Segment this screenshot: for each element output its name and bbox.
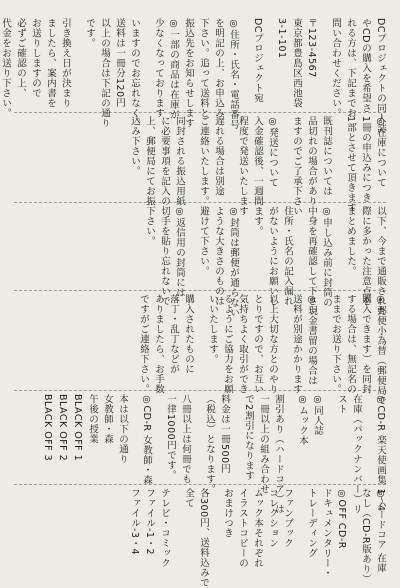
text-column: ファイル-1・2 xyxy=(144,488,155,556)
text-column: トレーディング xyxy=(306,488,317,558)
text-column: （税込）となります。 xyxy=(204,394,215,494)
text-column: 購入されたものに xyxy=(183,294,194,374)
text-column: BLACK OFF 2 xyxy=(57,394,68,462)
text-column: ファイル-3・4 xyxy=(129,488,140,556)
text-column: 1冊の申込みにつき xyxy=(360,116,371,203)
text-column: 下さい。 xyxy=(144,206,155,246)
text-column: 〒123-4567 xyxy=(306,18,317,78)
text-column: 既刊誌については xyxy=(321,116,332,196)
text-column: 女教師・森 xyxy=(102,394,113,444)
text-column: する場合は、無記名の xyxy=(345,294,356,394)
text-column: を明記の上、お申込み xyxy=(213,18,224,118)
text-column: ◎封筒は郵便が通らない xyxy=(228,206,239,318)
text-column: 品切れの場合があり xyxy=(306,116,317,206)
text-column: ます。 xyxy=(252,206,263,236)
text-column: ご連絡いたします。 xyxy=(198,116,209,206)
text-column: DCプロジェクト宛 xyxy=(252,18,263,103)
text-column: 一冊以上の組み合わせ xyxy=(258,394,269,494)
text-column: ◎CD-R 女教師・森 xyxy=(141,394,152,485)
text-column: 気持ちよく取引ができ xyxy=(237,294,248,394)
text-column: 八冊以上は何冊でも xyxy=(180,394,191,484)
text-column: 際に多かった注意点を xyxy=(360,206,371,306)
text-column: 振込先をお知らせします xyxy=(183,18,194,128)
text-column: テレビ・コミック xyxy=(159,488,170,568)
text-column: れる方は、下記までお xyxy=(345,18,356,118)
text-column: ◎ハードコア 在庫 xyxy=(375,488,386,574)
text-column: ◎発送について xyxy=(267,116,278,188)
text-column: まとめました。 xyxy=(345,206,356,276)
text-column: DCプロジェクトの同人誌 xyxy=(375,18,386,133)
text-column: ◎在庫について xyxy=(375,116,386,188)
text-column: コレクション xyxy=(267,488,278,548)
text-column: とりですので、お互い xyxy=(252,294,263,394)
text-column: 在庫（パックナンバー）リ xyxy=(351,394,362,514)
text-column: おまけつき xyxy=(222,488,233,538)
text-column: 割引あり（ハードコア）は xyxy=(273,394,284,514)
text-column: に必要事項を記入の xyxy=(159,116,170,206)
text-column: 全て xyxy=(183,488,194,508)
text-column: るようにご協力をお願 xyxy=(222,294,233,394)
text-tier-3 xyxy=(14,206,386,318)
text-column: 送料は一冊分120円 xyxy=(114,18,125,108)
text-column: 避けて下さい。 xyxy=(198,206,209,276)
text-column: 3-1-101 xyxy=(276,18,287,59)
text-column: 引き換え日が決まり xyxy=(60,18,71,108)
text-column: ドキュメンタリー・ xyxy=(321,488,332,578)
text-column: BLACK OFF 3 xyxy=(42,394,53,462)
text-column: ◎OFF CD-R xyxy=(336,488,347,549)
text-column: 以上大切な方とのやり xyxy=(267,294,278,394)
text-column: 午後の授業 xyxy=(87,394,98,444)
text-column: 東京都豊島区西池袋 xyxy=(291,18,302,108)
text-column: 上、郵便局にてお振 xyxy=(144,116,155,206)
text-column: 以上の場合は下記の通り xyxy=(99,18,110,128)
text-column: がないようにお願いし xyxy=(267,206,278,306)
text-column: 送料が別途かかります xyxy=(291,294,302,394)
text-column: いますのでお忘れなく。 xyxy=(129,18,140,128)
text-column: ◎現金書留の場合は xyxy=(306,294,317,386)
text-column: 落丁・乱丁などが xyxy=(168,294,179,374)
text-column: 中身を再確認して下さい xyxy=(306,206,317,316)
text-column: 本は以下の通り xyxy=(117,394,128,464)
text-column: 住所・氏名の記入漏れ xyxy=(282,206,293,306)
text-column: お送りしますので xyxy=(30,18,41,98)
text-column: 下さい。追って送料と xyxy=(198,18,209,118)
text-column: ◎返信用の封筒には xyxy=(174,206,185,298)
text-column: 1部とさせて頂きます xyxy=(345,116,356,213)
text-column: スト xyxy=(336,394,347,414)
text-column: いいたします。 xyxy=(207,294,218,364)
text-column: 一律1000円です。 xyxy=(165,394,176,481)
text-column: ありましたら、お手数 xyxy=(153,294,164,394)
text-column: 各300円、送料込みで xyxy=(198,488,209,588)
text-column: 購入できます）を同封 xyxy=(360,294,371,394)
text-column: ◎ムック本 xyxy=(297,394,308,446)
text-column: 遅れる場合は別途 xyxy=(213,116,224,196)
text-column: なし（CD-R版あり） xyxy=(360,488,371,584)
text-column: 入金確認後、一週間 xyxy=(252,116,263,206)
text-column: 少なくなっております xyxy=(153,18,164,118)
text-tier-1 xyxy=(0,18,386,133)
text-column: です。 xyxy=(84,18,95,48)
text-column: 同封される振込用紙 xyxy=(174,116,185,206)
text-column: ◎郵便小為替（郵便局で xyxy=(375,294,386,406)
text-column: ◎申し込み前に封筒の xyxy=(321,206,332,308)
text-column: イラストコピーの xyxy=(237,488,248,568)
text-column: 込み下さい。 xyxy=(129,116,140,176)
text-column: ◎一部の商品は在庫が xyxy=(168,18,179,120)
text-tier-2 xyxy=(14,116,386,216)
text-column: ◎住所・氏名・電話番号 xyxy=(228,18,239,130)
text-column: ような大きさのものは xyxy=(213,206,224,306)
text-column: 料金は一冊500円 xyxy=(219,394,230,474)
text-column: BLACK OFF 1 xyxy=(72,394,83,462)
text-column: ですがご連絡下さい。 xyxy=(138,294,149,394)
text-column: ますのでご了承下さい xyxy=(291,116,302,216)
text-column: ましたら、案内書を xyxy=(45,18,56,108)
text-column: 以下、今まで通販された xyxy=(375,206,386,316)
text-column: 問い合わせください。 xyxy=(330,18,341,118)
text-column: やCDの購入を希望さ xyxy=(360,18,371,113)
text-column: ムック本それぞれ xyxy=(252,488,263,568)
text-column: 程度で発送いたします xyxy=(237,116,248,216)
text-column: 代金をお送り下さい。 xyxy=(0,18,11,118)
divider-rule xyxy=(14,484,386,485)
text-tier-6 xyxy=(14,488,386,588)
text-column: ◎同人誌 xyxy=(312,394,323,436)
text-column: ◎CD-R 楽天使画集 1〜4 xyxy=(375,394,386,512)
text-column: ファンブック xyxy=(282,488,293,548)
text-column: で2割引になります xyxy=(243,394,254,481)
text-column: ままでお送り下さい。 xyxy=(330,294,341,394)
text-column: 必ずご確認の上、 xyxy=(15,18,26,98)
text-column: 切手を貼り忘れないで xyxy=(159,206,170,306)
